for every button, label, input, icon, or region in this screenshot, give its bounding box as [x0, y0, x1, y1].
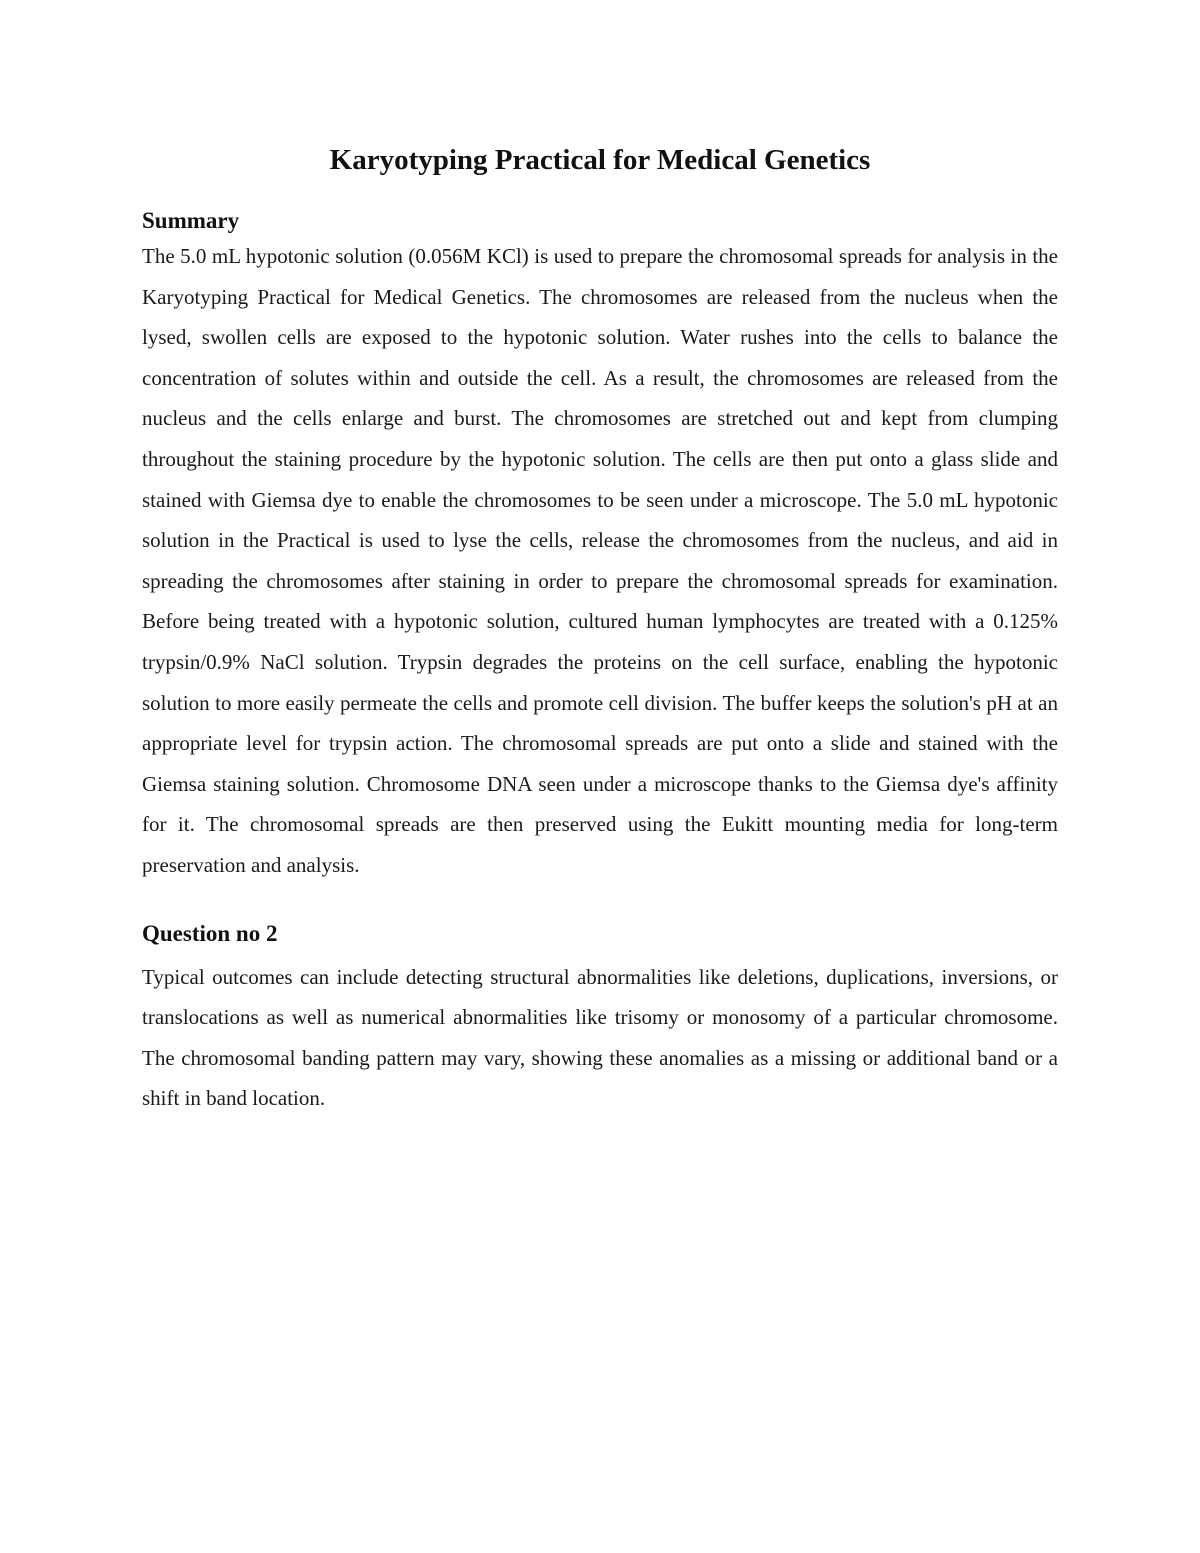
summary-paragraph: The 5.0 mL hypotonic solution (0.056M KCl) is used to prepare the chromosomal spreads for analysis in the Karyotyping Practical for Medical Genetics. The chromosomes are released from the nucleus when the lysed, swollen cells are exposed to the hypotonic solution. Water rushes into the cells to balance the concentration of solutes within and outside the cell. As a result, the chromosomes are released from the nucleus and the cells enlarge and burst. The chromosomes are stretched out and kept from clumping throughout the staining procedure by the hypotonic solution. The cells are then put onto a glass slide and stained with Giemsa dye to enable the chromosomes to be seen under a microscope. The 5.0 mL hypotonic solution in the Practical is used to lyse the cells, release the chromosomes from the nucleus, and aid in spreading the chromosomes after staining in order to prepare the chromosomal spreads for examination. Before being treated with a hypotonic solution, cultured human lymphocytes are treated with a 0.125% trypsin/0.9% NaCl solution. Trypsin degrades the proteins on the cell surface, enabling the hypotonic solution to more easily permeate the cells and promote cell division. The buffer keeps the solution's pH at an appropriate level for trypsin action. The chromosomal spreads are put onto a slide and stained with the Giemsa staining solution. Chromosome DNA seen under a microscope thanks to the Giemsa dye's affinity for it. The chromosomal spreads are then preserved using the Eukitt mounting media for long-term preservation and analysis. [142, 244, 1058, 877]
question-2-heading: Question no 2 [142, 920, 278, 946]
document-title: Karyotyping Practical for Medical Genetics [329, 144, 871, 176]
document-content [142, 140, 1058, 1119]
question-2-paragraph: Typical outcomes can include detecting structural abnormalities like deletions, duplications, inversions, or translocations as well as numerical abnormalities like trisomy or monosomy of a particular chromosome. The chromosomal banding pattern may vary, showing these anomalies as a missing or additional band or a shift in band location. [142, 964, 1058, 1111]
summary-heading: Summary [142, 208, 240, 233]
